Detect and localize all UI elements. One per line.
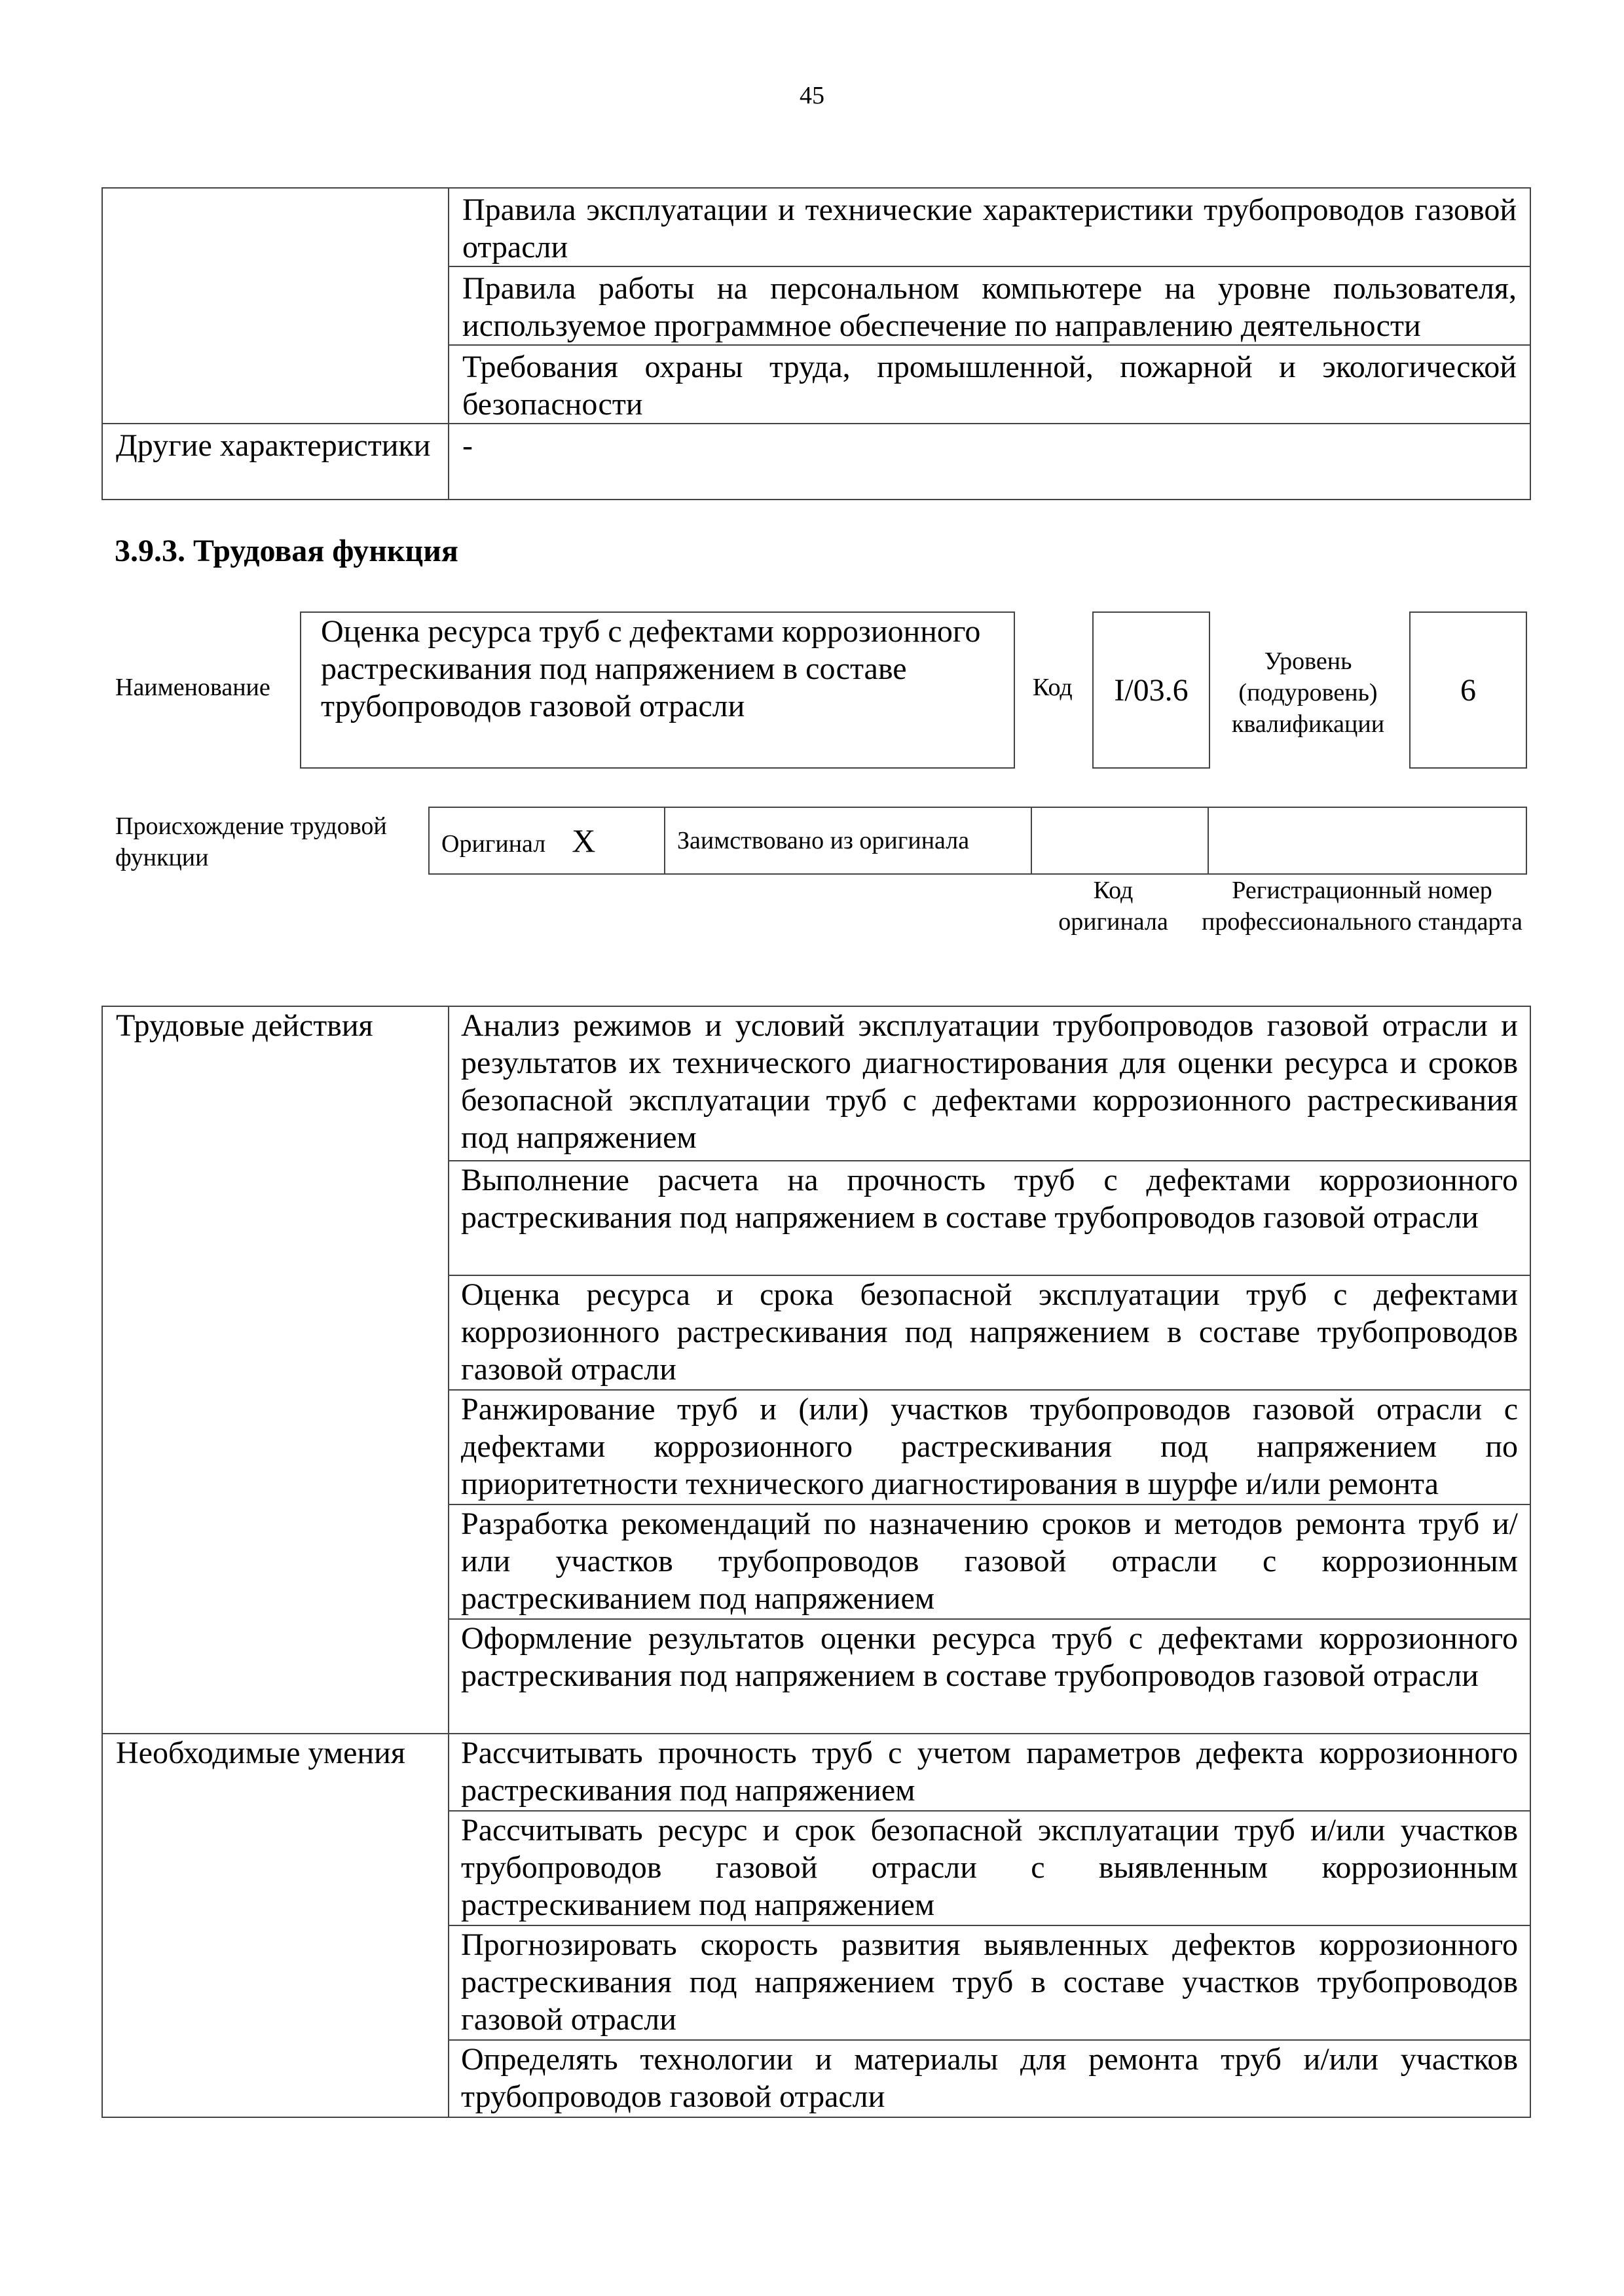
level-value: 6 [1460,672,1476,708]
origin-table [428,807,1527,875]
knowledge-item: Требования охраны труда, промышленной, пожарной и экологической безопасности [449,345,1530,424]
knowledge-item: Правила эксплуатации и технические характеристики трубопроводов газовой отрасли [449,188,1530,266]
knowledge-item: Правила работы на персональном компьютере на уровне пользователя, используемое программное обеспечение по направлению деятельности [449,266,1530,345]
function-details-table [101,1006,1531,2118]
labor-action-item: Разработка рекомендаций по назначению сроков и методов ремонта труб и/или участков трубопроводов газовой отрасли с коррозионным растрескиванием под напряжением [449,1504,1530,1619]
original-code-cell [1031,807,1208,874]
required-skills-label: Необходимые умения [102,1734,449,2117]
labor-action-item: Анализ режимов и условий эксплуатации трубопроводов газовой отрасли и результатов их технического диагностирования для оценки ресурса и сроков безопасной эксплуатации труб с дефектами коррозионного растрескивания под напряжением [449,1006,1530,1161]
original-cell [429,807,665,874]
function-name-box [300,611,1015,769]
reg-number-cell [1208,807,1526,874]
code-value: I/03.6 [1114,672,1189,708]
qualification-level-label: Уровень (подуровень) квалификации [1231,647,1385,738]
origin-label: Происхождение трудовой функции [115,812,387,871]
skill-item: Прогнозировать скорость развития выявленных дефектов коррозионного растрескивания под напряжением труб в составе участков трубопроводов газовой отрасли [449,1925,1530,2040]
level-box [1409,611,1527,769]
code-box [1092,611,1210,769]
code-label: Код [1033,674,1073,701]
page-number: 45 [800,82,824,109]
empty-label-cell [102,188,449,424]
skill-item: Рассчитывать ресурс и срок безопасной эксплуатации труб и/или участков трубопроводов газовой отрасли с выявленным коррозионным растрескиванием под напряжением [449,1811,1530,1925]
other-characteristics-value: - [449,424,1530,500]
skill-item: Рассчитывать прочность труб с учетом параметров дефекта коррозионного растрескивания под напряжением [449,1734,1530,1811]
knowledge-table-continuation [101,187,1531,500]
labor-actions-label: Трудовые действия [102,1006,449,1734]
labor-action-item: Выполнение расчета на прочность труб с дефектами коррозионного растрескивания под напряжением в составе трубопроводов газовой отрасли [449,1161,1530,1275]
borrowed-label: Заимствовано из оригинала [665,807,1031,874]
other-characteristics-label: Другие характеристики [102,424,449,500]
name-label: Наименование [115,674,270,701]
skill-item: Определять технологии и материалы для ремонта труб и/или участков трубопроводов газовой отрасли [449,2040,1530,2117]
function-name: Оценка ресурса труб с дефектами коррозионного растрескивания под напряжением в составе трубопроводов газовой отрасли [321,614,981,723]
labor-action-item: Оценка ресурса и срока безопасной эксплуатации труб с дефектами коррозионного растрескивания под напряжением в составе трубопроводов газовой отрасли [449,1275,1530,1390]
labor-action-item: Оформление результатов оценки ресурса труб с дефектами коррозионного растрескивания под напряжением в составе трубопроводов газовой отрасли [449,1619,1530,1734]
original-code-caption: Код оригинала [1058,877,1168,936]
original-label: Оригинал [441,830,546,858]
original-mark: X [572,822,596,859]
reg-number-caption: Регистрационный номер профессионального стандарта [1202,877,1522,936]
section-heading: 3.9.3. Трудовая функция [115,534,458,568]
labor-action-item: Ранжирование труб и (или) участков трубопроводов газовой отрасли с дефектами коррозионного растрескивания под напряжением по приоритетности технического диагностирования в шурфе и/или ремонта [449,1390,1530,1504]
